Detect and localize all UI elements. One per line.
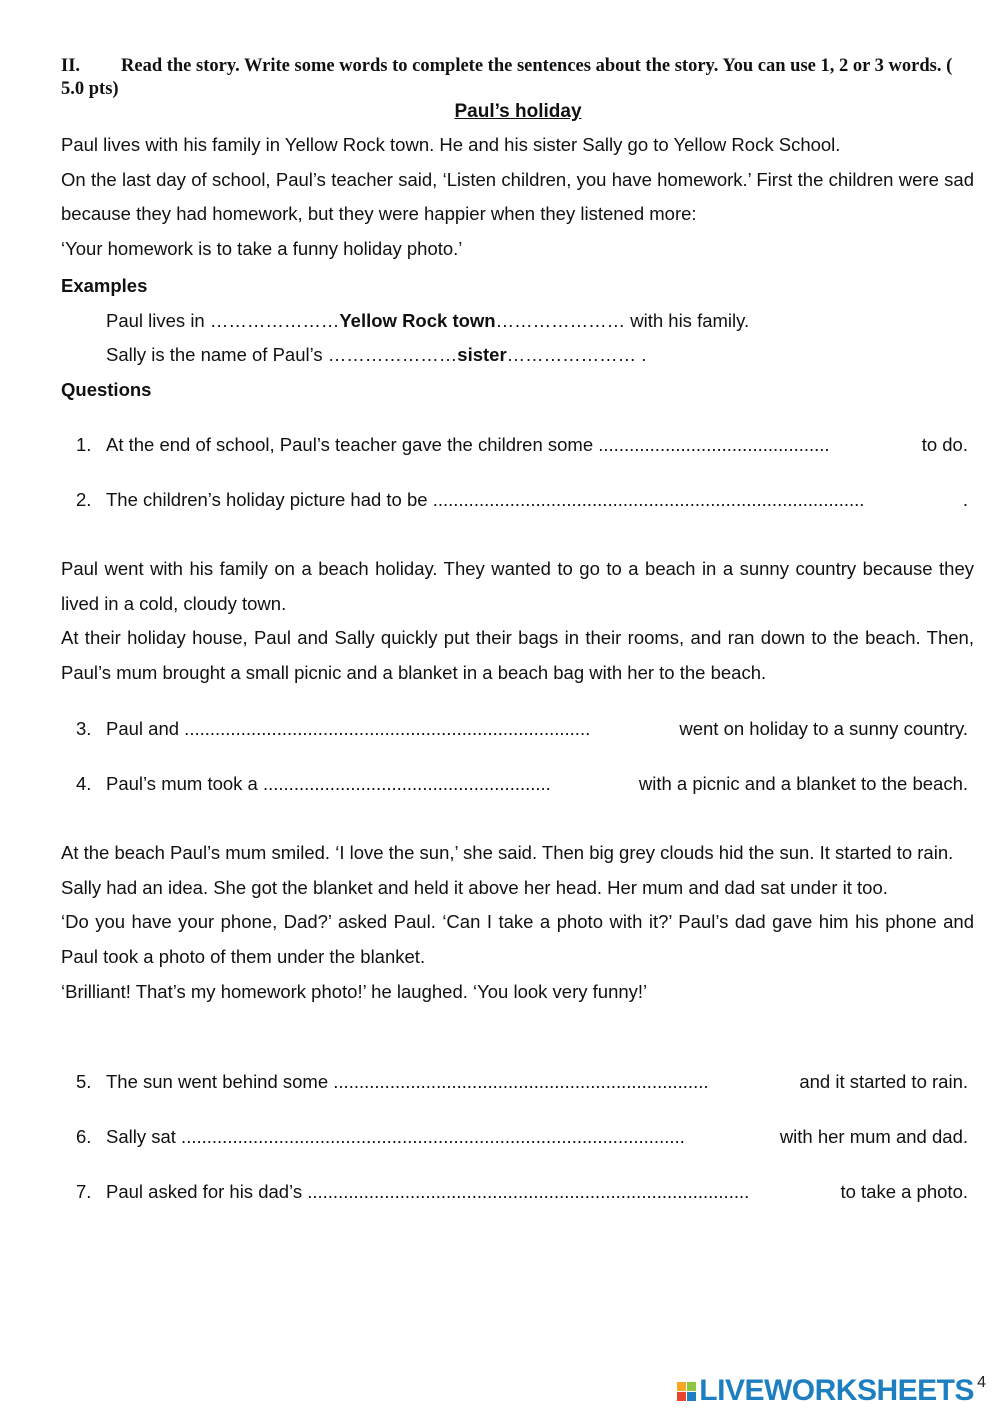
story-part-2 bbox=[61, 552, 974, 691]
example-text-before: Sally is the name of Paul’s ………………… bbox=[106, 344, 458, 365]
question-number: 7. bbox=[76, 1181, 92, 1202]
question-ending: to do. bbox=[921, 434, 968, 455]
page-number: 4 bbox=[977, 1374, 986, 1391]
question-number: 5. bbox=[76, 1071, 92, 1092]
liveworksheets-logo[interactable] bbox=[677, 1374, 974, 1408]
question-text[interactable]: Paul and ............................................................................... bbox=[106, 718, 591, 739]
question-text[interactable]: Sally sat .................................................................................................. bbox=[106, 1126, 685, 1147]
story-paragraph: Paul lives with his family in Yellow Rock town. He and his sister Sally go to Yellow Rock School. bbox=[61, 134, 841, 155]
story-paragraph: ‘Do you have your phone, Dad?’ asked Paul. ‘Can I take a photo with it?’ Paul’s dad gave him his phone and Paul took a photo of them under the blanket. bbox=[61, 911, 974, 968]
question-ending: with her mum and dad. bbox=[779, 1126, 968, 1147]
question-6[interactable] bbox=[76, 1126, 968, 1148]
question-text[interactable]: At the end of school, Paul’s teacher gave the children some ............................................. bbox=[106, 434, 830, 455]
question-7[interactable] bbox=[76, 1181, 968, 1203]
section-instruction-text: Read the story. Write some words to complete the sentences about the story. You can use 1, 2 or 3 words. ( 5.0 pts) bbox=[61, 56, 953, 99]
story-part-3 bbox=[61, 836, 974, 1010]
story-paragraph: Paul went with his family on a beach holiday. They wanted to go to a beach in a sunny country because they lived in a cold, cloudy town. bbox=[61, 558, 974, 614]
example-answer: Yellow Rock town bbox=[339, 310, 496, 331]
question-2[interactable] bbox=[76, 489, 968, 511]
logo-square bbox=[677, 1392, 686, 1401]
section-instruction bbox=[61, 55, 971, 101]
question-text[interactable]: The sun went behind some ......................................................................... bbox=[106, 1071, 709, 1092]
story-paragraph: At their holiday house, Paul and Sally quickly put their bags in their rooms, and ran down to the beach. Then, Paul’s mum brought a small picnic and a blanket in a beach bag with her to the beach. bbox=[61, 627, 974, 684]
logo-square bbox=[687, 1382, 696, 1391]
story-paragraph: On the last day of school, Paul’s teacher said, ‘Listen children, you have homework.’ First the children were sad because they had homework, but they were happier when they listened more: bbox=[61, 168, 974, 225]
question-ending: . bbox=[962, 489, 968, 510]
story-paragraph: ‘Brilliant! That’s my homework photo!’ he laughed. ‘You look very funny!’ bbox=[61, 980, 648, 1002]
example-text-after: ………………… with his family. bbox=[495, 310, 750, 331]
logo-icon bbox=[677, 1382, 696, 1401]
question-ending: with a picnic and a blanket to the beach. bbox=[638, 773, 968, 794]
logo-square bbox=[677, 1382, 686, 1391]
logo-text: LIVEWORKSHEETS bbox=[699, 1374, 974, 1407]
story-part-1 bbox=[61, 128, 974, 267]
example-item-1 bbox=[106, 310, 749, 332]
example-item-2 bbox=[106, 344, 646, 366]
question-number: 1. bbox=[76, 434, 92, 455]
story-paragraph: At the beach Paul’s mum smiled. ‘I love the sun,’ she said. Then big grey clouds hid the sun. It started to rain. bbox=[61, 842, 954, 863]
question-number: 6. bbox=[76, 1126, 92, 1147]
question-number: 2. bbox=[76, 489, 92, 510]
examples-heading: Examples bbox=[61, 275, 148, 296]
question-ending: went on holiday to a sunny country. bbox=[679, 718, 968, 739]
question-5[interactable] bbox=[76, 1071, 968, 1093]
question-number: 3. bbox=[76, 718, 92, 739]
section-number: II. bbox=[61, 56, 81, 76]
question-ending: to take a photo. bbox=[840, 1181, 968, 1202]
question-1[interactable] bbox=[76, 434, 968, 456]
story-paragraph: Sally had an idea. She got the blanket and held it above her head. Her mum and dad sat under it too. bbox=[61, 876, 888, 898]
question-text[interactable]: The children’s holiday picture had to be .................................................................................... bbox=[106, 489, 865, 510]
question-text[interactable]: Paul asked for his dad’s ...................................................................................... bbox=[106, 1181, 750, 1202]
story-title: Paul’s holiday bbox=[454, 101, 582, 122]
questions-heading: Questions bbox=[61, 379, 152, 400]
example-text-before: Paul lives in ………………… bbox=[106, 310, 340, 331]
question-3[interactable] bbox=[76, 718, 968, 740]
question-text[interactable]: Paul’s mum took a ........................................................ bbox=[106, 773, 551, 794]
question-number: 4. bbox=[76, 773, 92, 794]
story-paragraph: ‘Your homework is to take a funny holiday photo.’ bbox=[61, 238, 463, 260]
question-4[interactable] bbox=[76, 773, 968, 795]
example-answer: sister bbox=[457, 344, 507, 365]
question-ending: and it started to rain. bbox=[799, 1071, 968, 1092]
example-text-after: ………………… . bbox=[506, 344, 647, 365]
logo-square bbox=[687, 1392, 696, 1401]
